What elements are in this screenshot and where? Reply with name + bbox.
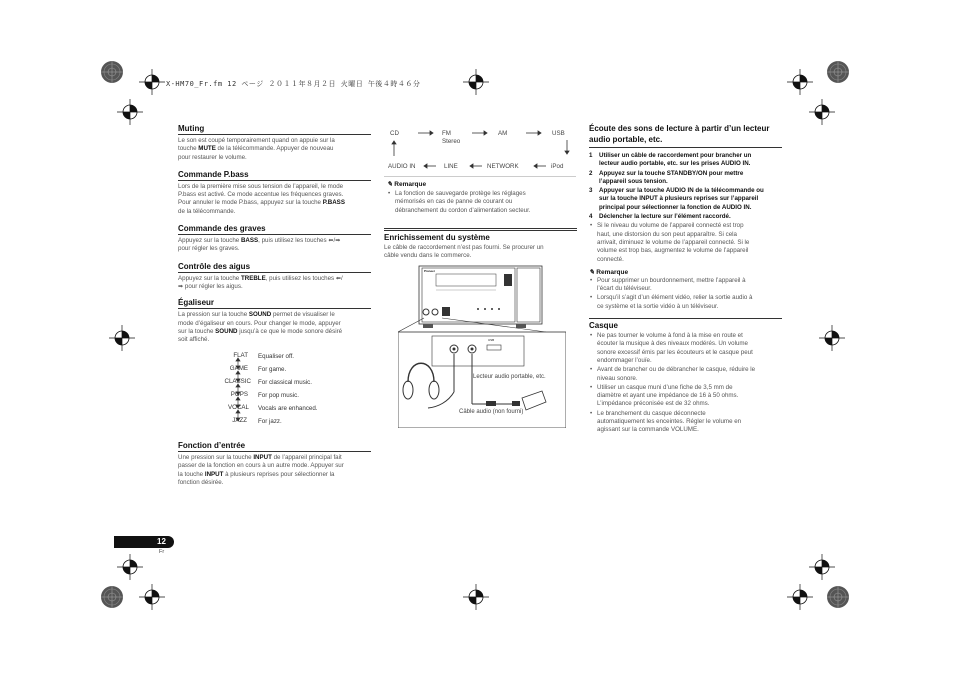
flow-usb: USB [552, 130, 565, 137]
bass-text: Appuyez sur la touche BASS, puis utilisez les touches ⬅/➡ pour régler les graves. [178, 237, 341, 253]
connection-illustration [398, 262, 566, 428]
eq-mode-vocal: VOCAL [228, 404, 249, 411]
muting-text: Le son est coupé temporairement quand on appuie sur la touche MUTE de la télécommande. Appuyer de nouveau pour restaurer le volume. [178, 137, 335, 161]
remark-item: • La fonction de sauvegarde protège les réglages mémorisés en cas de panne de courant ou débranchement du cordon d’alimentation secteur. [387, 190, 577, 215]
system-section [384, 228, 577, 261]
eq-mode-pops: POPS [230, 391, 248, 398]
bass-title: Commande des graves [178, 224, 371, 235]
casque-item-3: • Utiliser un casque muni d’une fiche de 3,5 mm de diamètre et ayant une impédance de 16 à 50 ohms. L’impédance préconisée est de 32 ohms. [589, 384, 782, 409]
casque-item-1: • Ne pas tourner le volume à fond à la mise en route et écouter la musique à des niveaux modérés. Un volume sonore excessif émis par les écouteurs et le casque peut endommager l’ouïe. [589, 332, 782, 365]
step-4: 4 Déclencher la lecture sur l’élément raccordé. [589, 213, 731, 221]
eq-desc-jazz: For jazz. [258, 418, 282, 425]
treble-text: Appuyez sur la touche TREBLE, puis utilisez les touches ⬅/ ➡ pour régler les aigus. [178, 274, 343, 290]
flow-fm: FM [442, 130, 451, 137]
system-text: Le câble de raccordement n’est pas fourni. Se procurer un câble vendu dans le commerce. [384, 244, 544, 260]
casque-item-4: • Le branchement du casque déconnecte automatiquement les enceintes. Régler le volume en agissant sur la commande VOLUME. [589, 410, 782, 435]
remark-item-1: • Pour supprimer un bourdonnement, mettre l’appareil à l’écart du téléviseur. [589, 277, 782, 294]
flow-audio-in: AUDIO IN [388, 163, 416, 170]
page-number: 12 [157, 537, 166, 546]
volume-note: • Si le niveau du volume de l’appareil connecté est trop haut, une distorsion du son peut apparaître. Si cela arrivait, diminuez le volume de l’appareil connecté. Si le volume est trop bas, augmentez le volume de l’appareil connecté. [589, 222, 782, 263]
flow-arrows [384, 124, 576, 176]
flow-line: LINE [444, 163, 458, 170]
flow-ipod: iPod [551, 163, 564, 170]
input-section [178, 441, 371, 487]
portable-steps [589, 152, 782, 264]
eq-desc-classic: For classical music. [258, 379, 312, 386]
remark-heading-2: ✎ Remarque [589, 268, 629, 276]
pbass-title: Commande P.bass [178, 170, 371, 181]
eq-desc-game: For game. [258, 366, 287, 373]
step-3: 3 Appuyer sur la touche AUDIO IN de la télécommande ou sur la touche INPUT à plusieurs reprises sur l’appareil principal pour sélectionner la fonction de AUDIO IN. [589, 187, 764, 211]
input-title: Fonction d’entrée [178, 441, 371, 452]
page-lang: Fr [159, 549, 165, 555]
system-brand: Pioneer [424, 269, 436, 273]
eq-mode-game: GAME [229, 365, 248, 372]
flow-cd: CD [390, 130, 399, 137]
flow-stereo: Stereo [442, 138, 461, 145]
input-text: Une pression sur la touche INPUT de l’appareil principal fait passer de la fonction en cours à un autre mode. Appuyer sur la touche INPUT à plusieurs reprises pour sélectionner la fonction désirée. [178, 454, 344, 486]
remark-icon: ✎ [387, 181, 395, 188]
column-1 [178, 124, 371, 344]
eq-mode-flat: FLAT [233, 352, 248, 359]
pbass-text: Lors de la première mise sous tension de l’appareil, le mode P.bass est activé. Ce mode accentue les fréquences graves. Pour annuler le mode P.bass, appuyez sur la touche P.BASS de la télécommande. [178, 182, 345, 215]
eq-mode-classic: CLASSIC [224, 378, 251, 385]
column-3 [589, 124, 782, 435]
eq-mode-diagram [208, 350, 348, 430]
cable-label: Câble audio (non fourni) [459, 409, 524, 415]
usb-port-label: USB [488, 338, 495, 342]
system-title: Enrichissement du système [384, 233, 490, 242]
flow-am: AM [498, 130, 508, 137]
step-2: 2 Appuyez sur la touche STANDBY/ON pour mettre l’appareil sous tension. [589, 169, 744, 185]
remark-heading: ✎ Remarque [387, 181, 427, 188]
treble-title: Contrôle des aigus [178, 262, 371, 273]
eq-desc-flat: Equaliser off. [258, 353, 295, 360]
step-1: 1 Utiliser un câble de raccordement pour brancher un lecteur audio portable, etc. sur les prises AUDIO IN. [589, 152, 752, 168]
eq-desc-pops: For pop music. [258, 392, 299, 399]
casque-title: Casque [589, 318, 782, 331]
flow-remark [387, 180, 577, 215]
print-header: X-HM70_Fr.fm 12 ページ ２０１１年８月２日 火曜日 午後４時４６分 [166, 80, 421, 88]
equalizer-text: La pression sur la touche SOUND permet de visualiser le mode d’égaliseur en cours. Pour changer le mode, appuyer sur la touche SOUND jusqu’à ce que le mode sonore désiré soit affiché. [178, 311, 343, 344]
system-drawing [398, 262, 566, 428]
remark-item-2: • Lorsqu’il s’agit d’un élément vidéo, relier la sortie audio à ce système et la sortie vidéo à un téléviseur. [589, 294, 782, 311]
casque-item-2: • Avant de brancher ou de débrancher le casque, réduire le niveau sonore. [589, 366, 782, 383]
muting-title: Muting [178, 124, 371, 135]
flow-network: NETWORK [487, 163, 519, 170]
eq-desc-vocal: Vocals are enhanced. [258, 405, 318, 412]
remark-icon-2: ✎ [589, 268, 597, 276]
player-label: Lecteur audio portable, etc. [473, 374, 546, 380]
portable-title: Écoute des sons de lecture à partir d’un lecteur audio portable, etc. [589, 124, 770, 144]
input-flow-diagram [384, 124, 576, 177]
eq-mode-jazz: JAZZ [232, 417, 247, 424]
equalizer-title: Égaliseur [178, 298, 371, 309]
